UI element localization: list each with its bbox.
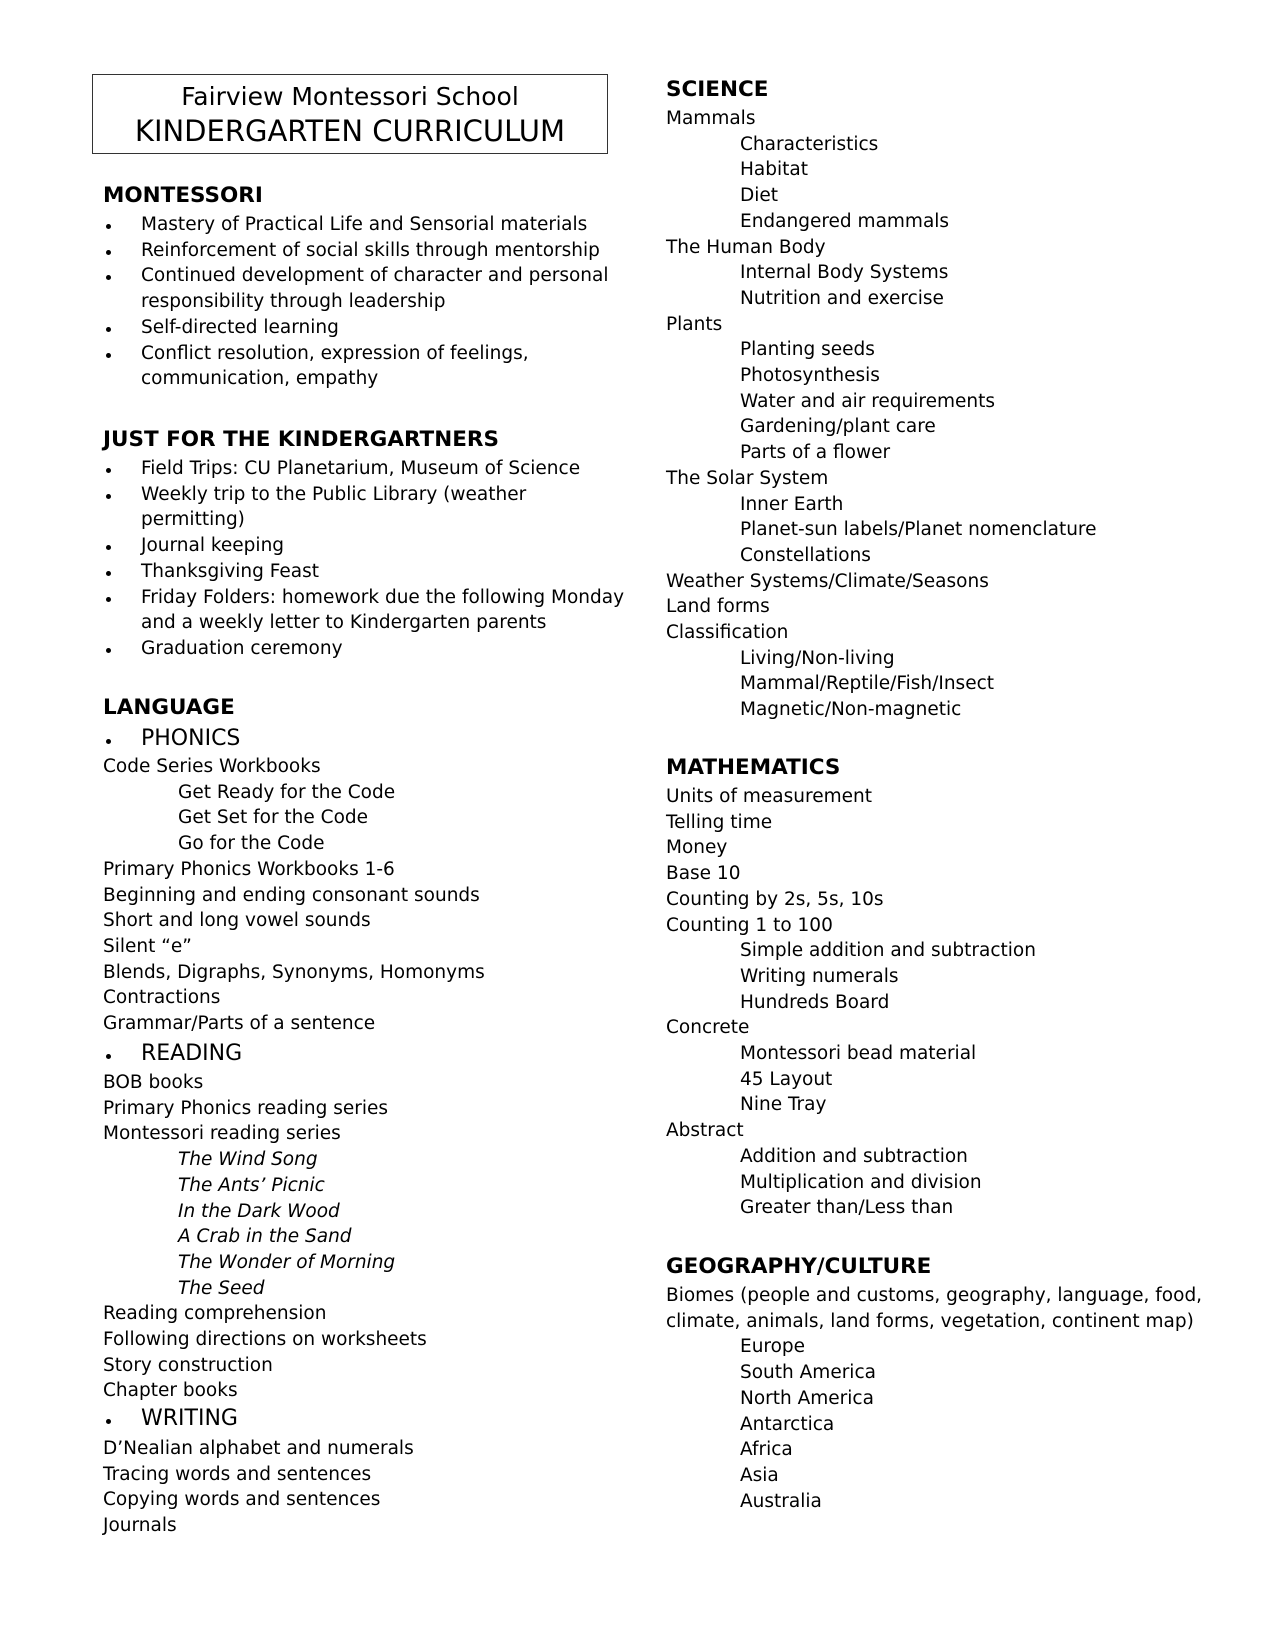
list-item: Short and long vowel sounds [103, 910, 371, 932]
list-item: A Crab in the Sand [178, 1226, 352, 1248]
list-item: Land forms [666, 596, 770, 618]
list-item: Asia [740, 1464, 779, 1486]
list-item: The Ants’ Picnic [178, 1174, 325, 1196]
bullet-icon [106, 468, 111, 473]
list-item: Planet-sun labels/Planet nomenclature [740, 519, 1097, 541]
list-item: Reading comprehension [103, 1303, 327, 1325]
list-item: Abstract [666, 1120, 744, 1142]
list-item: Blends, Digraphs, Synonyms, Homonyms [103, 961, 485, 983]
list-item: In the Dark Wood [178, 1200, 340, 1222]
bullet-icon [106, 494, 111, 499]
list-item: Photosynthesis [740, 365, 880, 386]
list-item: Internal Body Systems [740, 262, 949, 284]
curriculum-title: KINDERGARTEN CURRICULUM [134, 114, 566, 148]
list-item: The Seed [178, 1277, 265, 1299]
list-item: Counting 1 to 100 [666, 914, 833, 936]
subsection-label: WRITING [141, 1406, 238, 1431]
bullet-icon [106, 327, 111, 332]
bullet-icon [106, 1054, 111, 1059]
bullet-item: Weekly trip to the Public Library (weather [141, 483, 527, 505]
list-item: Mammals [666, 108, 756, 129]
list-item: Beginning and ending consonant sounds [103, 884, 480, 906]
list-item: Tracing words and sentences [103, 1463, 372, 1485]
section-heading: JUST FOR THE KINDERGARTNERS [103, 427, 499, 452]
list-item: climate, animals, land forms, vegetation, continent map) [666, 1310, 1194, 1332]
list-item: Planting seeds [740, 339, 875, 361]
list-item: Mammal/Reptile/Fish/Insect [740, 673, 995, 695]
bullet-icon [106, 648, 111, 653]
bullet-item: Journal keeping [141, 535, 285, 557]
list-item: Base 10 [666, 863, 741, 885]
list-item: Concrete [666, 1017, 750, 1039]
list-item: Plants [666, 313, 723, 335]
bullet-item: and a weekly letter to Kindergarten parents [141, 612, 547, 634]
list-item: Parts of a flower [740, 442, 891, 464]
list-item: Endangered mammals [740, 210, 950, 232]
bullet-item: Self-directed learning [141, 316, 339, 338]
section-heading: LANGUAGE [103, 695, 235, 720]
list-item: Australia [740, 1490, 822, 1512]
list-item: Africa [740, 1439, 793, 1461]
list-item: Multiplication and division [740, 1171, 982, 1193]
list-item: Diet [740, 185, 779, 207]
list-item: Water and air requirements [740, 390, 996, 412]
bullet-item: permitting) [141, 509, 245, 531]
section-heading: MONTESSORI [103, 183, 263, 208]
list-item: Habitat [740, 159, 808, 181]
list-item: Living/Non-living [740, 647, 895, 669]
list-item: Counting by 2s, 5s, 10s [666, 888, 884, 910]
list-item: Primary Phonics reading series [103, 1097, 389, 1119]
list-item: Go for the Code [178, 833, 325, 855]
list-item: Telling time [666, 811, 773, 833]
list-item: Simple addition and subtraction [740, 940, 1036, 962]
bullet-item: Reinforcement of social skills through mentorship [141, 239, 600, 261]
school-name: Fairview Montessori School [181, 82, 519, 111]
list-item: Contractions [103, 987, 221, 1009]
list-item: Hundreds Board [740, 991, 890, 1013]
list-item: Montessori bead material [740, 1043, 977, 1064]
list-item: The Solar System [666, 467, 829, 489]
section-heading: GEOGRAPHY/CULTURE [666, 1254, 932, 1279]
list-item: Constellations [740, 544, 871, 566]
list-item: Nine Tray [740, 1094, 827, 1116]
list-item: Biomes (people and customs, geography, language, food, [666, 1285, 1203, 1306]
list-item: Antarctica [740, 1413, 835, 1435]
bullet-item: Continued development of character and personal [141, 265, 609, 287]
list-item: Chapter books [103, 1380, 238, 1402]
bullet-icon [106, 597, 111, 602]
list-item: Weather Systems/Climate/Seasons [666, 570, 989, 592]
list-item: Classification [666, 622, 789, 643]
bullet-item: responsibility through leadership [141, 291, 446, 313]
list-item: Money [666, 837, 728, 859]
bullet-icon [106, 224, 111, 229]
list-item: D’Nealian alphabet and numerals [103, 1438, 414, 1459]
bullet-item: Thanksgiving Feast [141, 560, 319, 582]
bullet-icon [106, 1419, 111, 1424]
list-item: Following directions on worksheets [103, 1329, 427, 1350]
list-item: BOB books [103, 1072, 204, 1093]
list-item: The Wind Song [178, 1149, 318, 1171]
list-item: The Wonder of Morning [178, 1251, 396, 1273]
subsection-label: PHONICS [141, 726, 241, 751]
list-item: Copying words and sentences [103, 1489, 381, 1511]
bullet-item: communication, empathy [141, 368, 379, 390]
title-box [92, 74, 608, 154]
list-item: Silent “e” [103, 935, 192, 957]
list-item: Inner Earth [740, 493, 844, 515]
bullet-icon [106, 545, 111, 550]
list-item: Addition and subtraction [740, 1145, 968, 1167]
list-item: North America [740, 1387, 874, 1409]
list-item: Greater than/Less than [740, 1197, 954, 1219]
section-heading: MATHEMATICS [666, 755, 841, 780]
section-heading: SCIENCE [666, 77, 769, 102]
list-item: Code Series Workbooks [103, 756, 321, 777]
subsection-label: READING [141, 1041, 243, 1066]
bullet-item: Graduation ceremony [141, 637, 343, 659]
list-item: The Human Body [666, 236, 826, 258]
bullet-icon [106, 275, 111, 280]
list-item: South America [740, 1362, 876, 1384]
list-item: Get Set for the Code [178, 807, 369, 829]
bullet-item: Friday Folders: homework due the following Monday [141, 586, 625, 608]
list-item: Magnetic/Non-magnetic [740, 699, 962, 721]
list-item: Primary Phonics Workbooks 1-6 [103, 858, 395, 880]
bullet-item: Conflict resolution, expression of feelings, [141, 342, 529, 364]
bullet-item: Mastery of Practical Life and Sensorial materials [141, 214, 588, 235]
list-item: Montessori reading series [103, 1123, 341, 1145]
list-item: Characteristics [740, 133, 879, 155]
list-item: Get Ready for the Code [178, 781, 396, 803]
list-item: Units of measurement [666, 786, 872, 807]
bullet-icon [106, 353, 111, 358]
bullet-icon [106, 250, 111, 255]
list-item: Story construction [103, 1354, 273, 1376]
list-item: 45 Layout [740, 1068, 833, 1090]
bullet-icon [106, 739, 111, 744]
list-item: Gardening/plant care [740, 416, 936, 438]
list-item: Nutrition and exercise [740, 287, 944, 309]
list-item: Grammar/Parts of a sentence [103, 1013, 376, 1034]
list-item: Europe [740, 1336, 806, 1358]
list-item: Journals [103, 1515, 177, 1537]
bullet-icon [106, 571, 111, 576]
list-item: Writing numerals [740, 965, 899, 987]
bullet-item: Field Trips: CU Planetarium, Museum of Science [141, 458, 581, 479]
